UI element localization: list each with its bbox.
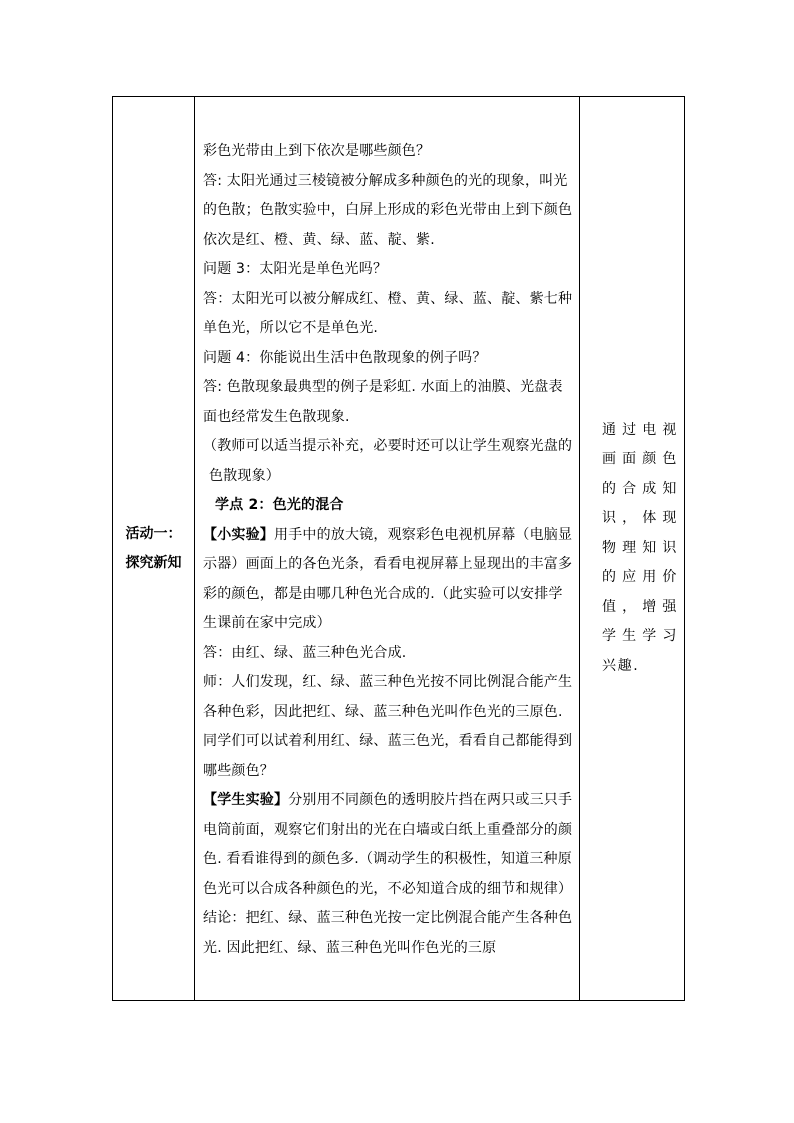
question-3: 问题 3：太阳光是单色光吗？ (203, 261, 388, 277)
conclusion: 结论：把红、绿、蓝三种色光按一定比例混合能产生各种色光. 因此把红、绿、蓝三种色光叫作色光的三原 (203, 910, 573, 956)
section-heading-2: 学点 2：色光的混合 (215, 497, 344, 513)
question-4: 问题 4：你能说出生活中色散现象的例子吗？ (203, 349, 487, 366)
answer-4: 答: 色散现象最典型的例子是彩虹. 水面上的油膜、光盘表面也经常发生色散现象. (203, 379, 563, 425)
small-experiment (203, 521, 573, 639)
activity-label (113, 520, 194, 578)
design-intent-cell (580, 97, 685, 1001)
small-experiment-text: 用手中的放大镜，观察彩色电视机屏幕（电脑显示器）画面上的各色光条，看看电视屏幕上显现出的丰富多彩的颜色，都是由哪几种色光合成的.（此实验可以安排学生课前在家中完成） (203, 526, 573, 631)
answer-rgb: 答：由红、绿、蓝三种色光合成. (203, 644, 407, 661)
student-experiment-tag: 【学生实验】 (203, 792, 289, 808)
activity-label-line2: 探究新知 (125, 554, 182, 571)
activity-label-line1: 活动一： (125, 525, 182, 542)
question-colors: 彩色光带由上到下依次是哪些颜色？ (203, 143, 431, 159)
content-cell (195, 97, 580, 1001)
teacher-statement: 师：人们发现，红、绿、蓝三种色光按不同比例混合能产生各种色彩，因此把红、绿、蓝三种色光叫作色光的三原色. 同学们可以试着利用红、绿、蓝三色光，看看自己都能得到哪些颜色？ (203, 674, 573, 779)
table-row (113, 97, 685, 1001)
content-text (195, 134, 579, 963)
lesson-plan-table (112, 96, 685, 1001)
answer-3: 答：太阳光可以被分解成红、橙、黄、绿、蓝、靛、紫七种单色光，所以它不是单色光. (203, 290, 573, 336)
student-experiment-text: 分别用不同颜色的透明胶片挡在两只或三只手电筒前面，观察它们射出的光在白墙或白纸上重叠部分的颜色. 看看谁得到的颜色多.（调动学生的积极性，知道三种原色光可以合成各种颜色的光，不必知道合成的细节和规律） (203, 792, 573, 897)
activity-cell (113, 97, 195, 1001)
teacher-note: （教师可以适当提示补充，必要时还可以让学生观察光盘的色散现象） (203, 438, 573, 484)
answer-dispersion: 答: 太阳光通过三棱镜被分解成多种颜色的光的现象，叫光的色散；色散实验中，白屏上形成的彩色光带由上到下颜色依次是红、橙、黄、绿、蓝、靛、紫. (203, 172, 573, 248)
design-intent-text: 通过电视画面颜色的合成知识，体现物理知识的应用价值，增强学生学习兴趣. (602, 421, 678, 674)
student-experiment (203, 786, 573, 904)
small-experiment-tag: 【小实验】 (203, 526, 274, 543)
